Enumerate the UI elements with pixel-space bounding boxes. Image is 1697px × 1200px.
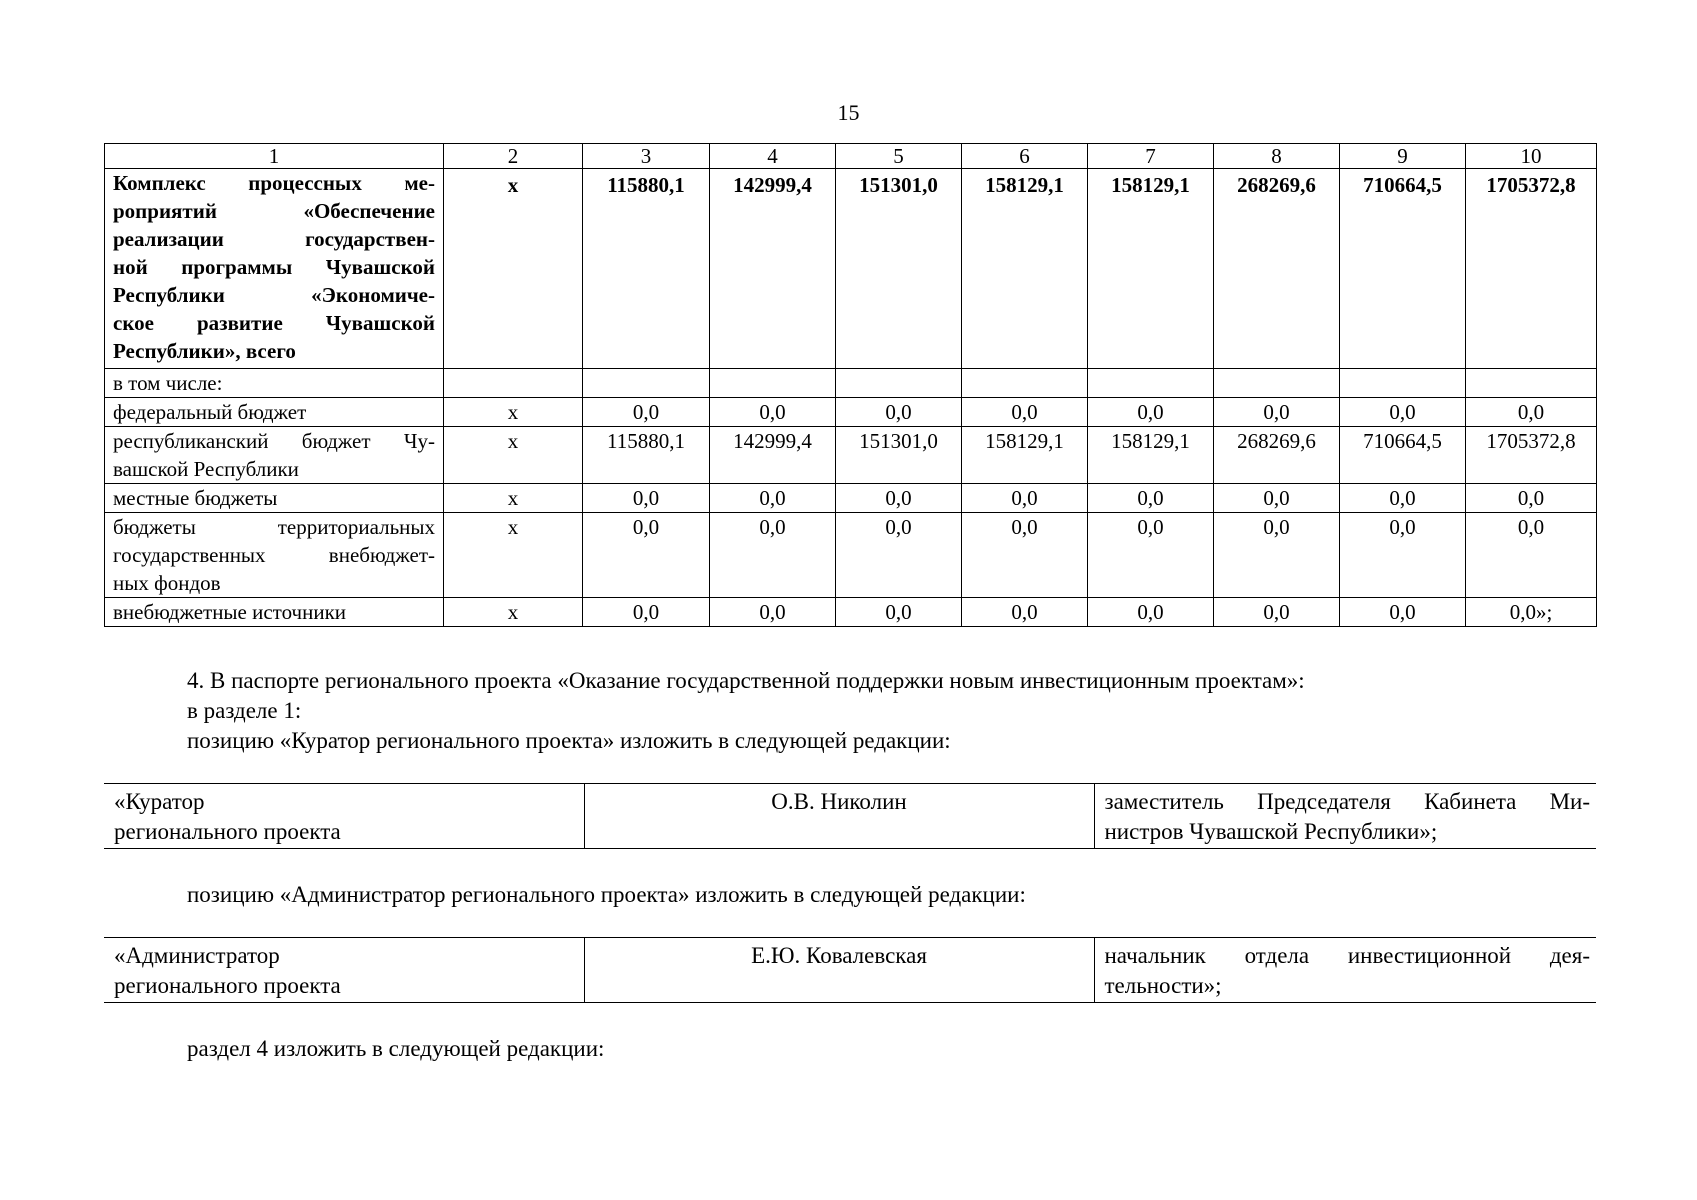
- paragraph-section-4: раздел 4 изложить в следующей редакции:: [187, 1036, 605, 1061]
- label-line: республиканский бюджет Чу-: [113, 429, 435, 453]
- value-cell: 0,0: [1214, 484, 1340, 513]
- value-cell: 1705372,8: [1466, 169, 1597, 369]
- total-row: [105, 169, 1597, 369]
- position-line: начальник отдела инвестиционной дея-: [1104, 943, 1590, 968]
- value-cell: 0,0: [1214, 513, 1340, 598]
- value-cell: 268269,6: [1214, 169, 1340, 369]
- source-cell: x: [444, 598, 583, 627]
- value-cell: 0,0: [1466, 484, 1597, 513]
- table-header-row: [105, 144, 1597, 169]
- column-number-1: 1: [105, 144, 444, 169]
- empty-cell: [1088, 369, 1214, 398]
- empty-cell: [836, 369, 962, 398]
- empty-cell: [1340, 369, 1466, 398]
- finance-table: [104, 143, 1597, 627]
- value-cell: 0,0: [583, 513, 710, 598]
- label-line: государственных внебюджет-: [113, 543, 435, 567]
- label-line: реализации государствен-: [113, 227, 435, 251]
- row-label: внебюджетные источники: [105, 598, 444, 627]
- empty-cell: [962, 369, 1088, 398]
- value-cell: 158129,1: [962, 427, 1088, 484]
- empty-cell: [1466, 369, 1597, 398]
- label-line: ных фондов: [113, 571, 221, 595]
- position-line: нистров Чувашской Республики»;: [1104, 819, 1438, 844]
- value-cell: 158129,1: [1088, 427, 1214, 484]
- label-line: ной программы Чувашской: [113, 255, 435, 279]
- row-label: [105, 427, 444, 484]
- table-row: [105, 427, 1597, 484]
- administrator-role: [104, 938, 584, 1003]
- label-line: бюджеты территориальных: [113, 515, 435, 539]
- including-label: в том числе:: [105, 369, 444, 398]
- page-number: 15: [837, 100, 860, 125]
- curator-role: [104, 784, 584, 849]
- value-cell: 0,0: [1466, 398, 1597, 427]
- value-cell: 0,0: [836, 484, 962, 513]
- value-cell: 0,0: [1340, 598, 1466, 627]
- position-line: заместитель Председателя Кабинета Ми-: [1104, 789, 1590, 814]
- value-cell: 0,0: [583, 398, 710, 427]
- source-cell: x: [444, 169, 583, 369]
- role-line: регионального проекта: [114, 819, 341, 844]
- table-row: [105, 598, 1597, 627]
- position-line: тельности»;: [1104, 973, 1222, 998]
- label-line: ское развитие Чувашской: [113, 311, 435, 335]
- value-cell: 0,0: [962, 598, 1088, 627]
- value-cell: 0,0: [962, 484, 1088, 513]
- administrator-name: Е.Ю. Ковалевская: [584, 938, 1094, 1003]
- value-cell: 0,0: [583, 598, 710, 627]
- empty-cell: [1214, 369, 1340, 398]
- empty-cell: [583, 369, 710, 398]
- administrator-position: [1094, 938, 1596, 1003]
- value-cell: 158129,1: [1088, 169, 1214, 369]
- role-line: «Куратор: [114, 789, 205, 814]
- source-cell: x: [444, 398, 583, 427]
- value-cell: 0,0: [1214, 398, 1340, 427]
- column-number-8: 8: [1214, 144, 1340, 169]
- column-number-5: 5: [836, 144, 962, 169]
- value-cell: 0,0: [962, 398, 1088, 427]
- column-number-7: 7: [1088, 144, 1214, 169]
- value-cell: 0,0: [836, 398, 962, 427]
- value-cell: 0,0: [1340, 513, 1466, 598]
- paragraph-curator-intro: позицию «Куратор регионального проекта» изложить в следующей редакции:: [187, 728, 951, 753]
- administrator-table: [104, 937, 1596, 1003]
- value-cell: 151301,0: [836, 169, 962, 369]
- source-cell: x: [444, 484, 583, 513]
- value-cell: 710664,5: [1340, 427, 1466, 484]
- label-line: Республики «Экономиче-: [113, 283, 435, 307]
- row-label: федеральный бюджет: [105, 398, 444, 427]
- column-number-4: 4: [710, 144, 836, 169]
- value-cell: 0,0: [1088, 484, 1214, 513]
- value-cell: 158129,1: [962, 169, 1088, 369]
- value-cell: 0,0: [710, 598, 836, 627]
- total-row-label: [105, 169, 444, 369]
- value-cell: 0,0: [1466, 513, 1597, 598]
- value-cell: 0,0: [1088, 513, 1214, 598]
- paragraph-section-1: в разделе 1:: [187, 698, 302, 723]
- empty-cell: [444, 369, 583, 398]
- value-cell: 0,0: [1088, 398, 1214, 427]
- paragraph-admin-intro: позицию «Администратор регионального проекта» изложить в следующей редакции:: [187, 882, 1026, 907]
- curator-table: [104, 783, 1596, 849]
- value-cell: 0,0: [1340, 484, 1466, 513]
- curator-name: О.В. Николин: [584, 784, 1094, 849]
- administrator-row: [104, 938, 1596, 1003]
- including-row: [105, 369, 1597, 398]
- value-cell: 142999,4: [710, 427, 836, 484]
- label-line: вашской Республики: [113, 457, 299, 481]
- value-cell: 0,0: [1340, 398, 1466, 427]
- value-cell: 115880,1: [583, 427, 710, 484]
- role-line: регионального проекта: [114, 973, 341, 998]
- value-cell: 0,0: [710, 484, 836, 513]
- value-cell: 0,0: [710, 398, 836, 427]
- value-cell: 0,0: [710, 513, 836, 598]
- role-line: «Администратор: [114, 943, 280, 968]
- label-line: Комплекс процессных ме-: [113, 171, 435, 195]
- column-number-3: 3: [583, 144, 710, 169]
- curator-position: [1094, 784, 1596, 849]
- value-cell: 0,0: [836, 598, 962, 627]
- row-label: [105, 513, 444, 598]
- source-cell: x: [444, 427, 583, 484]
- table-row: [105, 398, 1597, 427]
- curator-row: [104, 784, 1596, 849]
- value-cell: 710664,5: [1340, 169, 1466, 369]
- column-number-9: 9: [1340, 144, 1466, 169]
- value-cell: 0,0: [962, 513, 1088, 598]
- table-row: [105, 484, 1597, 513]
- value-cell: 0,0: [1088, 598, 1214, 627]
- column-number-10: 10: [1466, 144, 1597, 169]
- value-cell: 0,0: [1214, 598, 1340, 627]
- label-line: Республики», всего: [113, 339, 296, 363]
- paragraph-item-4: 4. В паспорте регионального проекта «Оказание государственной поддержки новым инвестиционным проектам»:: [187, 668, 1305, 693]
- value-cell: 142999,4: [710, 169, 836, 369]
- value-cell: 0,0: [583, 484, 710, 513]
- column-number-6: 6: [962, 144, 1088, 169]
- value-cell: 268269,6: [1214, 427, 1340, 484]
- label-line: роприятий «Обеспечение: [113, 199, 435, 223]
- column-number-2: 2: [444, 144, 583, 169]
- empty-cell: [710, 369, 836, 398]
- value-cell: 1705372,8: [1466, 427, 1597, 484]
- table-row: [105, 513, 1597, 598]
- source-cell: x: [444, 513, 583, 598]
- value-cell: 115880,1: [583, 169, 710, 369]
- row-label: местные бюджеты: [105, 484, 444, 513]
- value-cell: 151301,0: [836, 427, 962, 484]
- value-cell: 0,0»;: [1466, 598, 1597, 627]
- value-cell: 0,0: [836, 513, 962, 598]
